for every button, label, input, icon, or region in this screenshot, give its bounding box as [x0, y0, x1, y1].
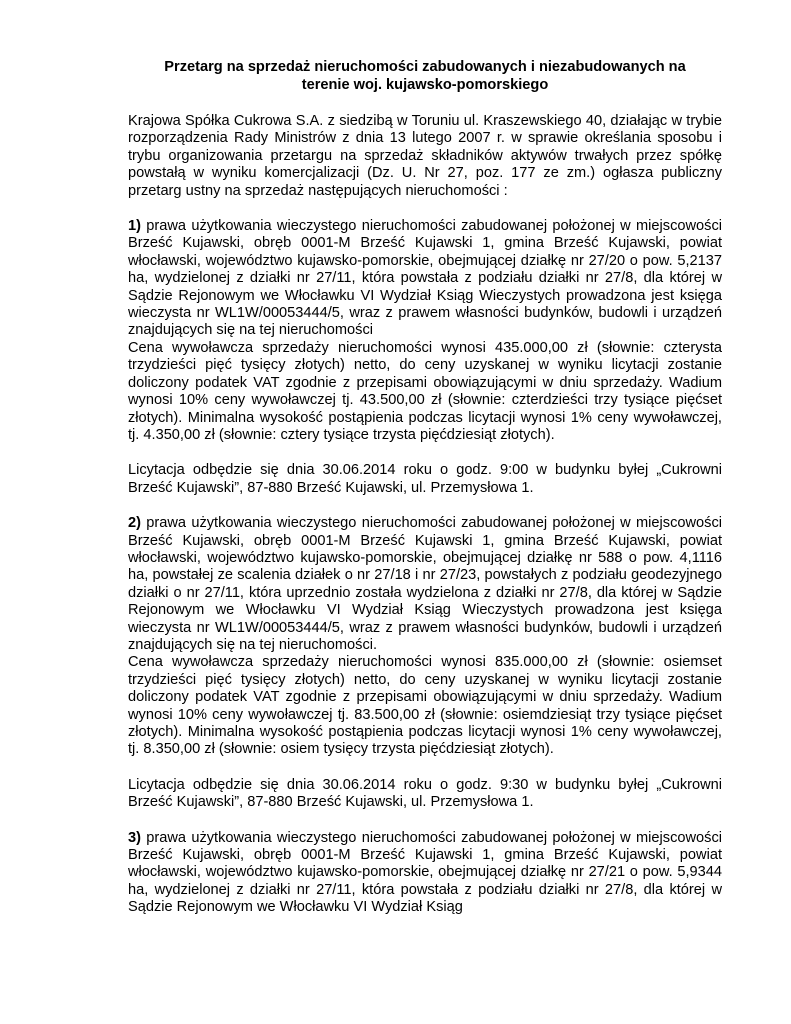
spacer [128, 759, 722, 777]
item-2-number: 2) [128, 515, 141, 532]
item-1-description [128, 218, 722, 340]
title-line-2: terenie woj. kujawsko-pomorskiego [301, 77, 549, 93]
title-line-1: Przetarg na sprzedaż nieruchomości zabudowanych i niezabudowanych na [164, 59, 686, 75]
item-1-auction: Licytacja odbędzie się dnia 30.06.2014 roku o godz. 9:00 w budynku byłej „Cukrowni Brześć Kujawski”, 87-880 Brześć Kujawski, ul. Przemysłowa 1. [128, 462, 722, 496]
item-2-price: Cena wywoławcza sprzedaży nieruchomości wynosi 835.000,00 zł (słownie: osiemset trzydzieści pięć tysięcy złotych) netto, do ceny uzyskanej w wyniku licytacji zostanie doliczony podatek VAT zgodnie z przepisami obowiązującymi w dniu sprzedaży. Wadium wynosi 10% ceny wywoławczej tj. 83.500,00 zł (słownie: osiemdziesiąt trzy tysiące pięćset złotych). Minimalna wysokość postąpienia podczas licytacji wynosi 1% ceny wywoławczej, tj. 8.350,00 zł (słownie: osiem tysięcy trzysta pięćdziesiąt złotych). [128, 654, 722, 758]
spacer [128, 812, 722, 830]
document-page [128, 58, 722, 917]
intro-paragraph: Krajowa Spółka Cukrowa S.A. z siedzibą w Toruniu ul. Kraszewskiego 40, działając w trybie rozporządzenia Rady Ministrów z dnia 13 lutego 2007 r. w sprawie określania sposobu i trybu organizowania przetargu na sprzedaż składników aktywów trwałych przez spółkę powstałą w wyniku komercjalizacji (Dz. U. Nr 27, poz. 177 ze zm.) ogłasza publiczny przetarg ustny na sprzedaż następujących nieruchomości : [128, 113, 722, 199]
item-1-description-text: prawa użytkowania wieczystego nieruchomości zabudowanej położonej w miejscowości Brześć Kujawski, obręb 0001-M Brześć Kujawski 1, gmina Brześć Kujawski, powiat włocławski, województwo kujawsko-pomorskie, obejmującej działkę nr 27/20 o pow. 5,2137 ha, wydzielonej z działki nr 27/11, która powstała z podziału działki nr 27/8, dla której w Sądzie Rejonowym we Włocławku VI Wydział Ksiąg Wieczystych prowadzona jest księga wieczysta nr WL1W/00053444/5, wraz z prawem własności budynków, budowli i urządzeń znajdujących się na tej nieruchomości [128, 218, 722, 339]
item-1-price: Cena wywoławcza sprzedaży nieruchomości wynosi 435.000,00 zł (słownie: czterysta trzydzieści pięć tysięcy złotych) netto, do ceny uzyskanej w wyniku licytacji zostanie doliczony podatek VAT zgodnie z przepisami obowiązującymi w dniu sprzedaży. Wadium wynosi 10% ceny wywoławczej tj. 43.500,00 zł (słownie: czterdzieści trzy tysiące pięćset złotych). Minimalna wysokość postąpienia podczas licytacji wynosi 1% ceny wywoławczej, tj. 4.350,00 zł (słownie: cztery tysiące trzysta pięćdziesiąt złotych). [128, 339, 722, 443]
item-3-description [128, 830, 722, 917]
spacer [128, 200, 722, 218]
item-2-description-text: prawa użytkowania wieczystego nieruchomości zabudowanej położonej w miejscowości Brześć Kujawski, obręb 0001-M Brześć Kujawski 1, gmina Brześć Kujawski, powiat włocławski, województwo kujawsko-pomorskie, obejmującej działkę nr 588 o pow. 4,1116 ha, powstałej ze scalenia działek o nr 27/18 i nr 27/23, powstałych z podziału geodezyjnego działki o nr 27/11, która uprzednio została wydzielona z działki nr 27/8, dla której w Sądzie Rejonowym we Włocławku VI Wydział Ksiąg Wieczystych prowadzona jest księga wieczysta nr WL1W/00053444/5, wraz z prawem własności budynków, budowli i urządzeń znajdujących się na tej nieruchomości. [128, 515, 722, 653]
item-2-description [128, 515, 722, 654]
spacer [128, 497, 722, 515]
item-1-number: 1) [128, 218, 141, 235]
item-3-description-text: prawa użytkowania wieczystego nieruchomości zabudowanej położonej w miejscowości Brześć Kujawski, obręb 0001-M Brześć Kujawski 1, gmina Brześć Kujawski, powiat włocławski, województwo kujawsko-pomorskie, obejmującej działkę nr 27/21 o pow. 5,9344 ha, wydzielonej z działki nr 27/11, która powstała z podziału działki nr 27/8, dla której w Sądzie Rejonowym we Włocławku VI Wydział Ksiąg [128, 829, 722, 916]
spacer [128, 444, 722, 462]
document-title [128, 58, 722, 94]
item-3-number: 3) [128, 829, 141, 846]
item-2-auction: Licytacja odbędzie się dnia 30.06.2014 roku o godz. 9:30 w budynku byłej „Cukrowni Brześć Kujawski”, 87-880 Brześć Kujawski, ul. Przemysłowa 1. [128, 776, 722, 811]
